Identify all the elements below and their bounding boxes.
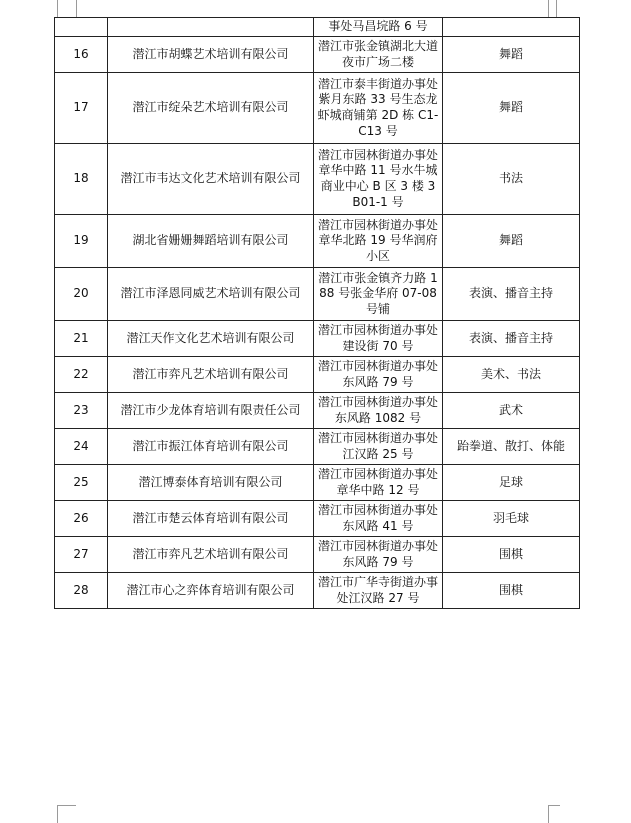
training-category: 舞蹈 <box>443 73 580 144</box>
institution-name: 潜江市心之弈体育培训有限公司 <box>108 573 314 609</box>
training-category: 舞蹈 <box>443 215 580 268</box>
table-row <box>55 429 580 465</box>
institution-address: 潜江市园林街道办事处江汉路 25 号 <box>314 429 443 465</box>
institution-address: 潜江市张金镇齐力路 188 号张金华府 07-08 号铺 <box>314 268 443 321</box>
table-row <box>55 501 580 537</box>
institution-address: 潜江市张金镇湖北大道夜市广场二楼 <box>314 37 443 73</box>
institution-name: 潜江市弈凡艺术培训有限公司 <box>108 357 314 393</box>
row-number: 23 <box>55 393 108 429</box>
institution-name <box>108 18 314 37</box>
crop-mark <box>548 805 549 823</box>
table-row <box>55 321 580 357</box>
crop-mark <box>548 805 560 806</box>
table-row <box>55 573 580 609</box>
training-category: 武术 <box>443 393 580 429</box>
row-number: 26 <box>55 501 108 537</box>
table-row <box>55 37 580 73</box>
table-row <box>55 73 580 144</box>
training-category: 围棋 <box>443 573 580 609</box>
training-category: 美术、书法 <box>443 357 580 393</box>
row-number: 21 <box>55 321 108 357</box>
crop-mark <box>57 0 58 18</box>
row-number: 17 <box>55 73 108 144</box>
table-row <box>55 215 580 268</box>
institution-address: 潜江市园林街道办事处东风路 79 号 <box>314 537 443 573</box>
row-number: 18 <box>55 144 108 215</box>
row-number: 22 <box>55 357 108 393</box>
row-number: 19 <box>55 215 108 268</box>
institution-address: 潜江市园林街道办事处章华中路 11 号水牛城商业中心 B 区 3 楼 3B01-1 号 <box>314 144 443 215</box>
table-row <box>55 268 580 321</box>
row-number <box>55 18 108 37</box>
training-category: 足球 <box>443 465 580 501</box>
crop-mark <box>76 0 77 18</box>
institution-name: 潜江市韦达文化艺术培训有限公司 <box>108 144 314 215</box>
institution-name: 潜江博泰体育培训有限公司 <box>108 465 314 501</box>
crop-mark <box>548 0 549 18</box>
table-row <box>55 537 580 573</box>
training-category: 舞蹈 <box>443 37 580 73</box>
table-row <box>55 18 580 37</box>
training-category: 羽毛球 <box>443 501 580 537</box>
training-institutions-table <box>54 17 580 609</box>
row-number: 24 <box>55 429 108 465</box>
institution-name: 潜江天作文化艺术培训有限公司 <box>108 321 314 357</box>
row-number: 25 <box>55 465 108 501</box>
institution-name: 湖北省姗姗舞蹈培训有限公司 <box>108 215 314 268</box>
institution-address: 潜江市园林街道办事处建设街 70 号 <box>314 321 443 357</box>
institution-name: 潜江市振江体育培训有限公司 <box>108 429 314 465</box>
row-number: 20 <box>55 268 108 321</box>
institution-name: 潜江市绽朵艺术培训有限公司 <box>108 73 314 144</box>
institution-name: 潜江市泽恩同威艺术培训有限公司 <box>108 268 314 321</box>
crop-mark <box>556 0 557 18</box>
institution-address: 事处马昌垸路 6 号 <box>314 18 443 37</box>
institution-name: 潜江市弈凡艺术培训有限公司 <box>108 537 314 573</box>
training-category: 书法 <box>443 144 580 215</box>
institution-name: 潜江市胡蝶艺术培训有限公司 <box>108 37 314 73</box>
table-row <box>55 393 580 429</box>
training-category: 围棋 <box>443 537 580 573</box>
crop-mark <box>57 805 58 823</box>
institution-address: 潜江市园林街道办事处东风路 79 号 <box>314 357 443 393</box>
crop-mark <box>57 805 76 806</box>
table-row <box>55 357 580 393</box>
table-row <box>55 144 580 215</box>
institution-address: 潜江市园林街道办事处章华北路 19 号华润府小区 <box>314 215 443 268</box>
training-category <box>443 18 580 37</box>
institution-name: 潜江市楚云体育培训有限公司 <box>108 501 314 537</box>
training-category: 表演、播音主持 <box>443 268 580 321</box>
training-category: 跆拳道、散打、体能 <box>443 429 580 465</box>
institution-address: 潜江市泰丰街道办事处紫月东路 33 号生态龙虾城商铺第 2D 栋 C1-C13 号 <box>314 73 443 144</box>
institution-name: 潜江市少龙体育培训有限责任公司 <box>108 393 314 429</box>
table-row <box>55 465 580 501</box>
row-number: 16 <box>55 37 108 73</box>
institution-address: 潜江市广华寺街道办事处江汉路 27 号 <box>314 573 443 609</box>
training-category: 表演、播音主持 <box>443 321 580 357</box>
institution-address: 潜江市园林街道办事处东风路 1082 号 <box>314 393 443 429</box>
row-number: 27 <box>55 537 108 573</box>
institution-address: 潜江市园林街道办事处东风路 41 号 <box>314 501 443 537</box>
institution-address: 潜江市园林街道办事处章华中路 12 号 <box>314 465 443 501</box>
row-number: 28 <box>55 573 108 609</box>
